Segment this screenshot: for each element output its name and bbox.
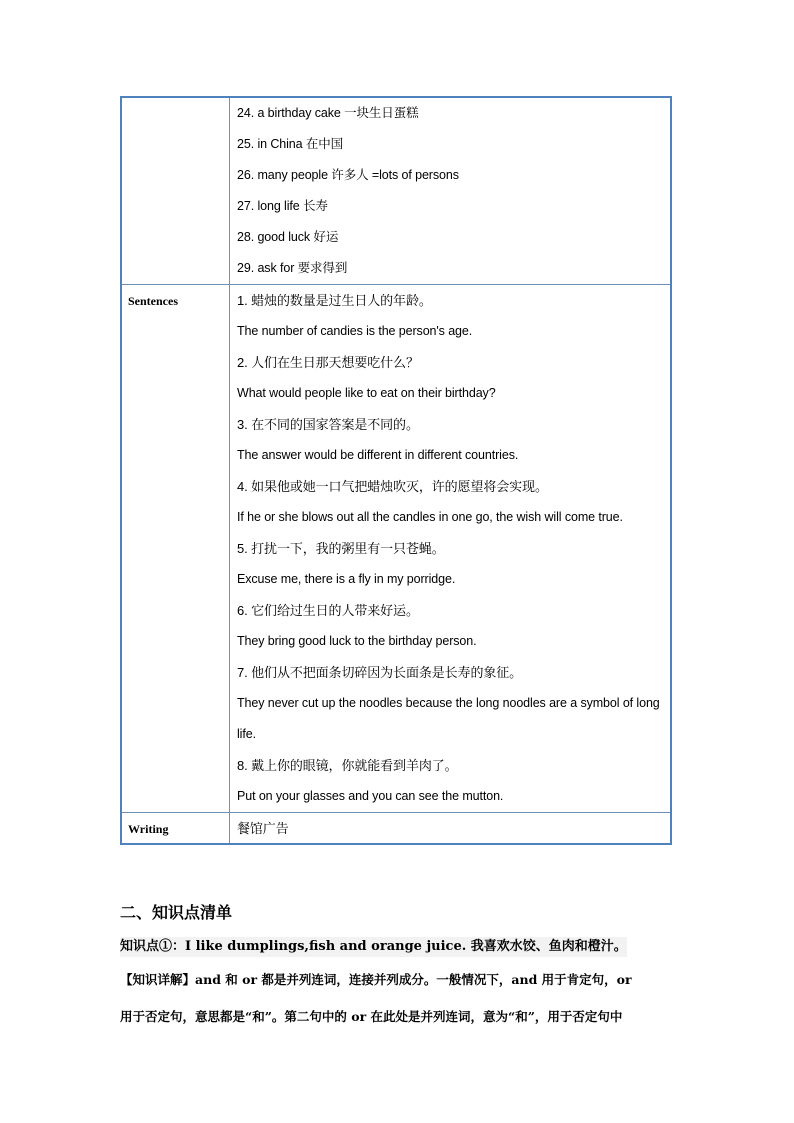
sentence-line: 5. 打扰一下，我的粥里有一只苍蝇。 — [237, 541, 445, 556]
vocab-label-cell — [122, 98, 230, 284]
sentence-line: 7. 他们从不把面条切碎因为长面条是长寿的象征。 — [237, 665, 523, 680]
sentence-line: Excuse me, there is a fly in my porridge. — [237, 572, 456, 586]
vocab-row — [122, 98, 670, 284]
vocab-line: 26. many people 许多人 =lots of persons — [237, 168, 459, 182]
sentences-label: Sentences — [122, 285, 230, 812]
writing-text: 餐馆广告 — [237, 821, 289, 836]
sentence-line: The number of candies is the person's age. — [237, 324, 473, 338]
sentence-line: 2. 人们在生日那天想要吃什么？ — [237, 355, 419, 370]
writing-label: Writing — [122, 813, 230, 843]
vocab-line: 25. in China 在中国 — [237, 137, 344, 151]
vocab-content-cell — [230, 98, 670, 284]
sentences-row — [122, 284, 670, 812]
sentence-line: 4. 如果他或她一口气把蜡烛吹灭，许的愿望将会实现。 — [237, 479, 548, 494]
point-title: 知识点①：I like dumplings,fish and orange juice. 我喜欢水饺、鱼肉和橙汁。 — [120, 937, 627, 957]
sentence-line: 3. 在不同的国家答案是不同的。 — [237, 417, 419, 432]
sentence-line: 6. 它们给过生日的人带来好运。 — [237, 603, 419, 618]
vocab-line: 24. a birthday cake 一块生日蛋糕 — [237, 106, 419, 120]
detail-line: 【知识详解】and 和 or 都是并列连词，连接并列成分。一般情况下，and 用于肯定句，or — [120, 972, 632, 987]
sentence-line: Put on your glasses and you can see the mutton. — [237, 789, 504, 803]
knowledge-point — [120, 937, 680, 1040]
sentence-line: They never cut up the noodles because the long noodles are a symbol of long life. — [237, 696, 660, 741]
sentence-line: If he or she blows out all the candles in one go, the wish will come true. — [237, 510, 623, 524]
vocab-line: 27. long life 长寿 — [237, 199, 328, 213]
writing-content-cell — [230, 813, 670, 843]
writing-row — [122, 812, 670, 843]
sentences-content-cell — [230, 285, 670, 812]
vocab-line: 28. good luck 好运 — [237, 230, 339, 244]
sentence-line: They bring good luck to the birthday person. — [237, 634, 477, 648]
sentence-line: 1. 蜡烛的数量是过生日人的年龄。 — [237, 293, 432, 308]
detail-line: 用于否定句，意思都是“和”。第二句中的 or 在此处是并列连词，意为“和”，用于否定句中 — [120, 1009, 623, 1024]
vocab-line: 29. ask for 要求得到 — [237, 261, 348, 275]
sentence-line: The answer would be different in different countries. — [237, 448, 519, 462]
sentence-line: What would people like to eat on their birthday? — [237, 386, 496, 400]
sentence-line: 8. 戴上你的眼镜，你就能看到羊肉了。 — [237, 758, 458, 773]
vocabulary-table — [120, 96, 672, 845]
section-heading: 二、知识点清单 — [120, 903, 233, 922]
